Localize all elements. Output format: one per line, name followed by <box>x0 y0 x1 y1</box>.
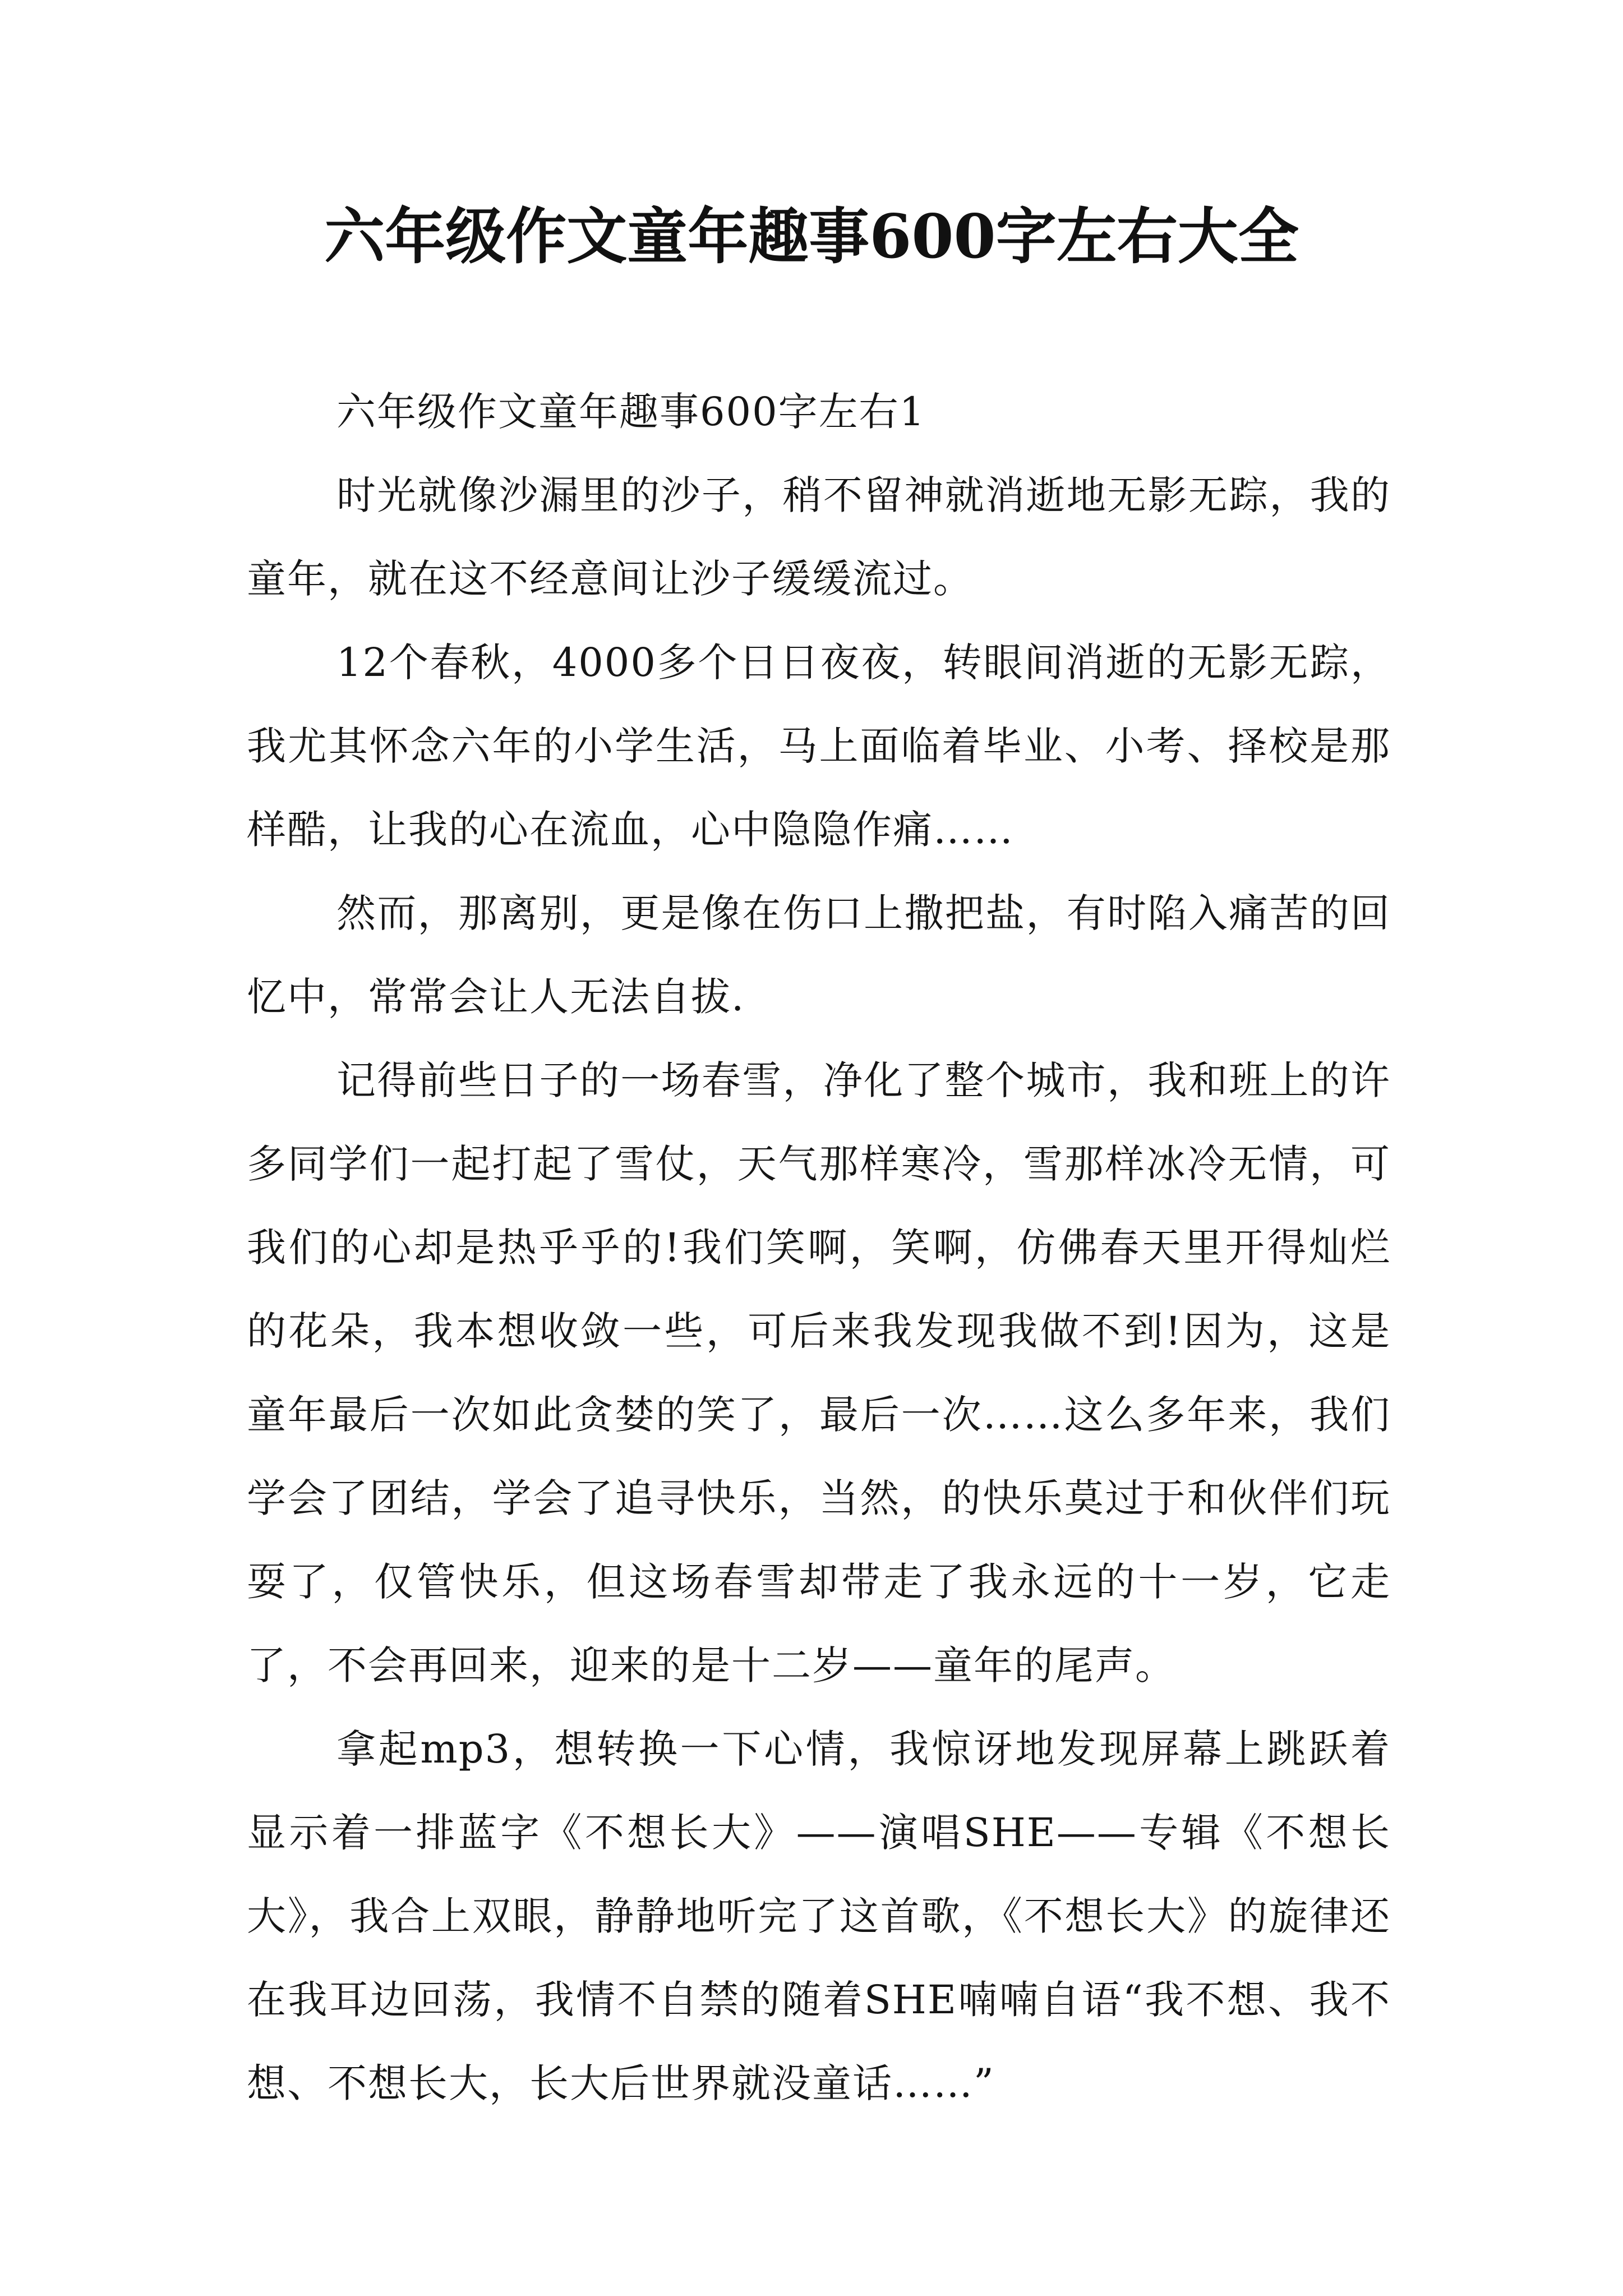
paragraph: 拿起mp3，想转换一下心情，我惊讶地发现屏幕上跳跃着显示着一排蓝字《不想长大》——演唱SHE——专辑《不想长大》，我合上双眼，静静地听完了这首歌，《不想长大》的旋律还在我耳边回荡，我情不自禁的随着SHE喃喃自语“我不想、我不想、不想长大，长大后世界就没童话……” <box>247 1726 1391 2106</box>
document-body <box>247 370 1391 2125</box>
paragraph: 12个春秋，4000多个日日夜夜，转眼间消逝的无影无踪，我尤其怀念六年的小学生活，马上面临着毕业、小考、择校是那样酷，让我的心在流血，心中隐隐作痛…… <box>247 639 1391 853</box>
document-title: 六年级作文童年趣事600字左右大全 <box>324 201 1299 272</box>
section-heading: 六年级作文童年趣事600字左右1 <box>336 389 926 435</box>
paragraph: 记得前些日子的一场春雪，净化了整个城市，我和班上的许多同学们一起打起了雪仗，天气那样寒冷，雪那样冰冷无情，可我们的心却是热乎乎的!我们笑啊，笑啊，仿佛春天里开得灿烂的花朵，我本想收敛一些，可后来我发现我做不到!因为，这是童年最后一次如此贪婪的笑了，最后一次……这么多年来，我们学会了团结，学会了追寻快乐，当然，的快乐莫过于和伙伴们玩耍了，仅管快乐，但这场春雪却带走了我永远的十一岁，它走了，不会再回来，迎来的是十二岁——童年的尾声。 <box>247 1057 1391 1688</box>
paragraph: 然而，那离别，更是像在伤口上撒把盐，有时陷入痛苦的回忆中，常常会让人无法自拔. <box>247 890 1391 1020</box>
paragraph: 时光就像沙漏里的沙子，稍不留神就消逝地无影无踪，我的童年，就在这不经意间让沙子缓缓流过。 <box>247 472 1391 602</box>
